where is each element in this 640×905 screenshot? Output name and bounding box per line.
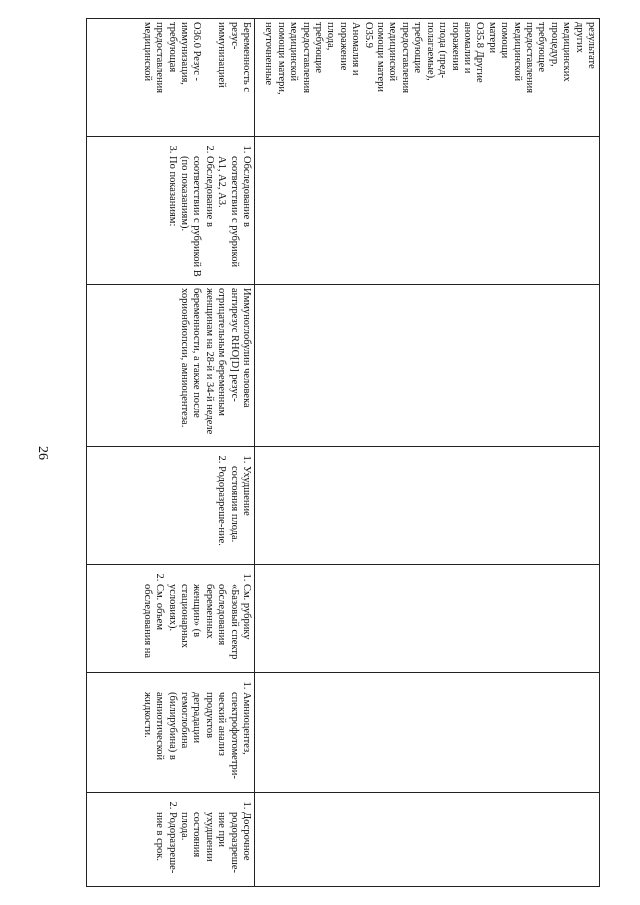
text-line: резус- [228,22,240,50]
text-line: требующие [313,22,325,74]
text-line: аномалии и [461,22,473,74]
text-line: требующая [166,22,178,73]
text-line: медицинской [511,22,523,82]
diagnosis-cell [255,19,600,137]
text-line: помощи матери [375,22,387,92]
text-line: требующее [536,22,548,73]
text-line: плода, [325,22,337,51]
text-line: предоставления [399,22,411,94]
page-number: 26 [35,446,50,460]
text-line: неуточненные [263,22,275,86]
text-line: Беременность с [241,22,252,92]
delivery-item: 1. Досрочное родоразреше-ние при ухудшении состояния плода. [178,812,252,883]
inpatient-exam-item: 2. См. объем обследования на [140,584,165,669]
delivery-item: 2. Родоразреше-ние в срок. [153,812,178,883]
empty-cell [255,447,600,565]
table-row [255,19,600,887]
text-line: O36.0 Резус - [191,22,203,82]
additional-exam-item: 1. Амниоцентез, спектрофотометри-ческий анализ продуктов деградации гемоглобина (билирубина) в амниотической жидкости. [140,692,252,789]
hospitalization-cell [87,447,255,565]
exam-item: 1. Обследование в соответствии с рубрикой А1, А2, А3. [215,156,252,281]
text-line: предоставления [523,22,535,94]
text-line: иммунизация, [178,22,190,85]
empty-cell [255,793,600,887]
delivery-cell [87,793,255,887]
text-line: поражение [337,22,349,71]
hospitalization-item: 2. Родоразреше-ние. [215,466,227,561]
empty-cell [255,673,600,793]
clinical-table [86,18,600,887]
table-row [87,19,255,887]
text-line: других [573,22,585,53]
empty-cell [255,137,600,285]
text-line: предоставления [300,22,312,94]
rotated-table-container [95,18,600,886]
hospitalization-item: 1. Ухудшение состояния плода. [227,466,252,561]
additional-exam-cell [87,673,255,793]
diagnosis-cell [87,19,255,137]
text-line: иммунизацией [216,22,228,88]
text-line: медицинской [387,22,399,82]
treatment-cell: Иммуноглобулин человека антирезус RHO[D] резус-отрицательным беременным женщинам на 28-й и 34-й неделе беременности, а также после хорионбиопсии, амниоцентеза. [87,285,255,447]
text-line: требующие [412,22,424,74]
text-line: результате [586,22,597,69]
text-line: O35.8 Другие [474,22,486,83]
text-line: Аномалия и [350,22,362,76]
text-line: помощи [499,22,511,59]
text-line [202,22,214,133]
text-line: полагаемые), [424,22,436,81]
exam-item: 3. По показаниям: [165,156,177,281]
text-line: медицинской [288,22,300,82]
inpatient-exam-item: 1. См. рубрику «Базовый спектр обследования беременных женщин» (в стационарных условиях). [165,584,252,669]
exam-item: 2. Обследование в соответствии с рубрикой В (по показаниям). [178,156,215,281]
text-line: матери [486,22,498,54]
text-line: медицинской [141,22,153,82]
text-line: процедур, [548,22,560,67]
empty-cell [255,285,600,447]
empty-cell [255,565,600,673]
text-line: медицинских [561,22,573,82]
exam-cell [87,137,255,285]
inpatient-exam-cell [87,565,255,673]
text-line: O35.9 [362,22,374,48]
text-line: поражения [449,22,461,71]
text-line: предоставления [154,22,166,94]
text-line: помощи матери, [275,22,287,95]
text-line: плода (пред- [437,22,449,79]
